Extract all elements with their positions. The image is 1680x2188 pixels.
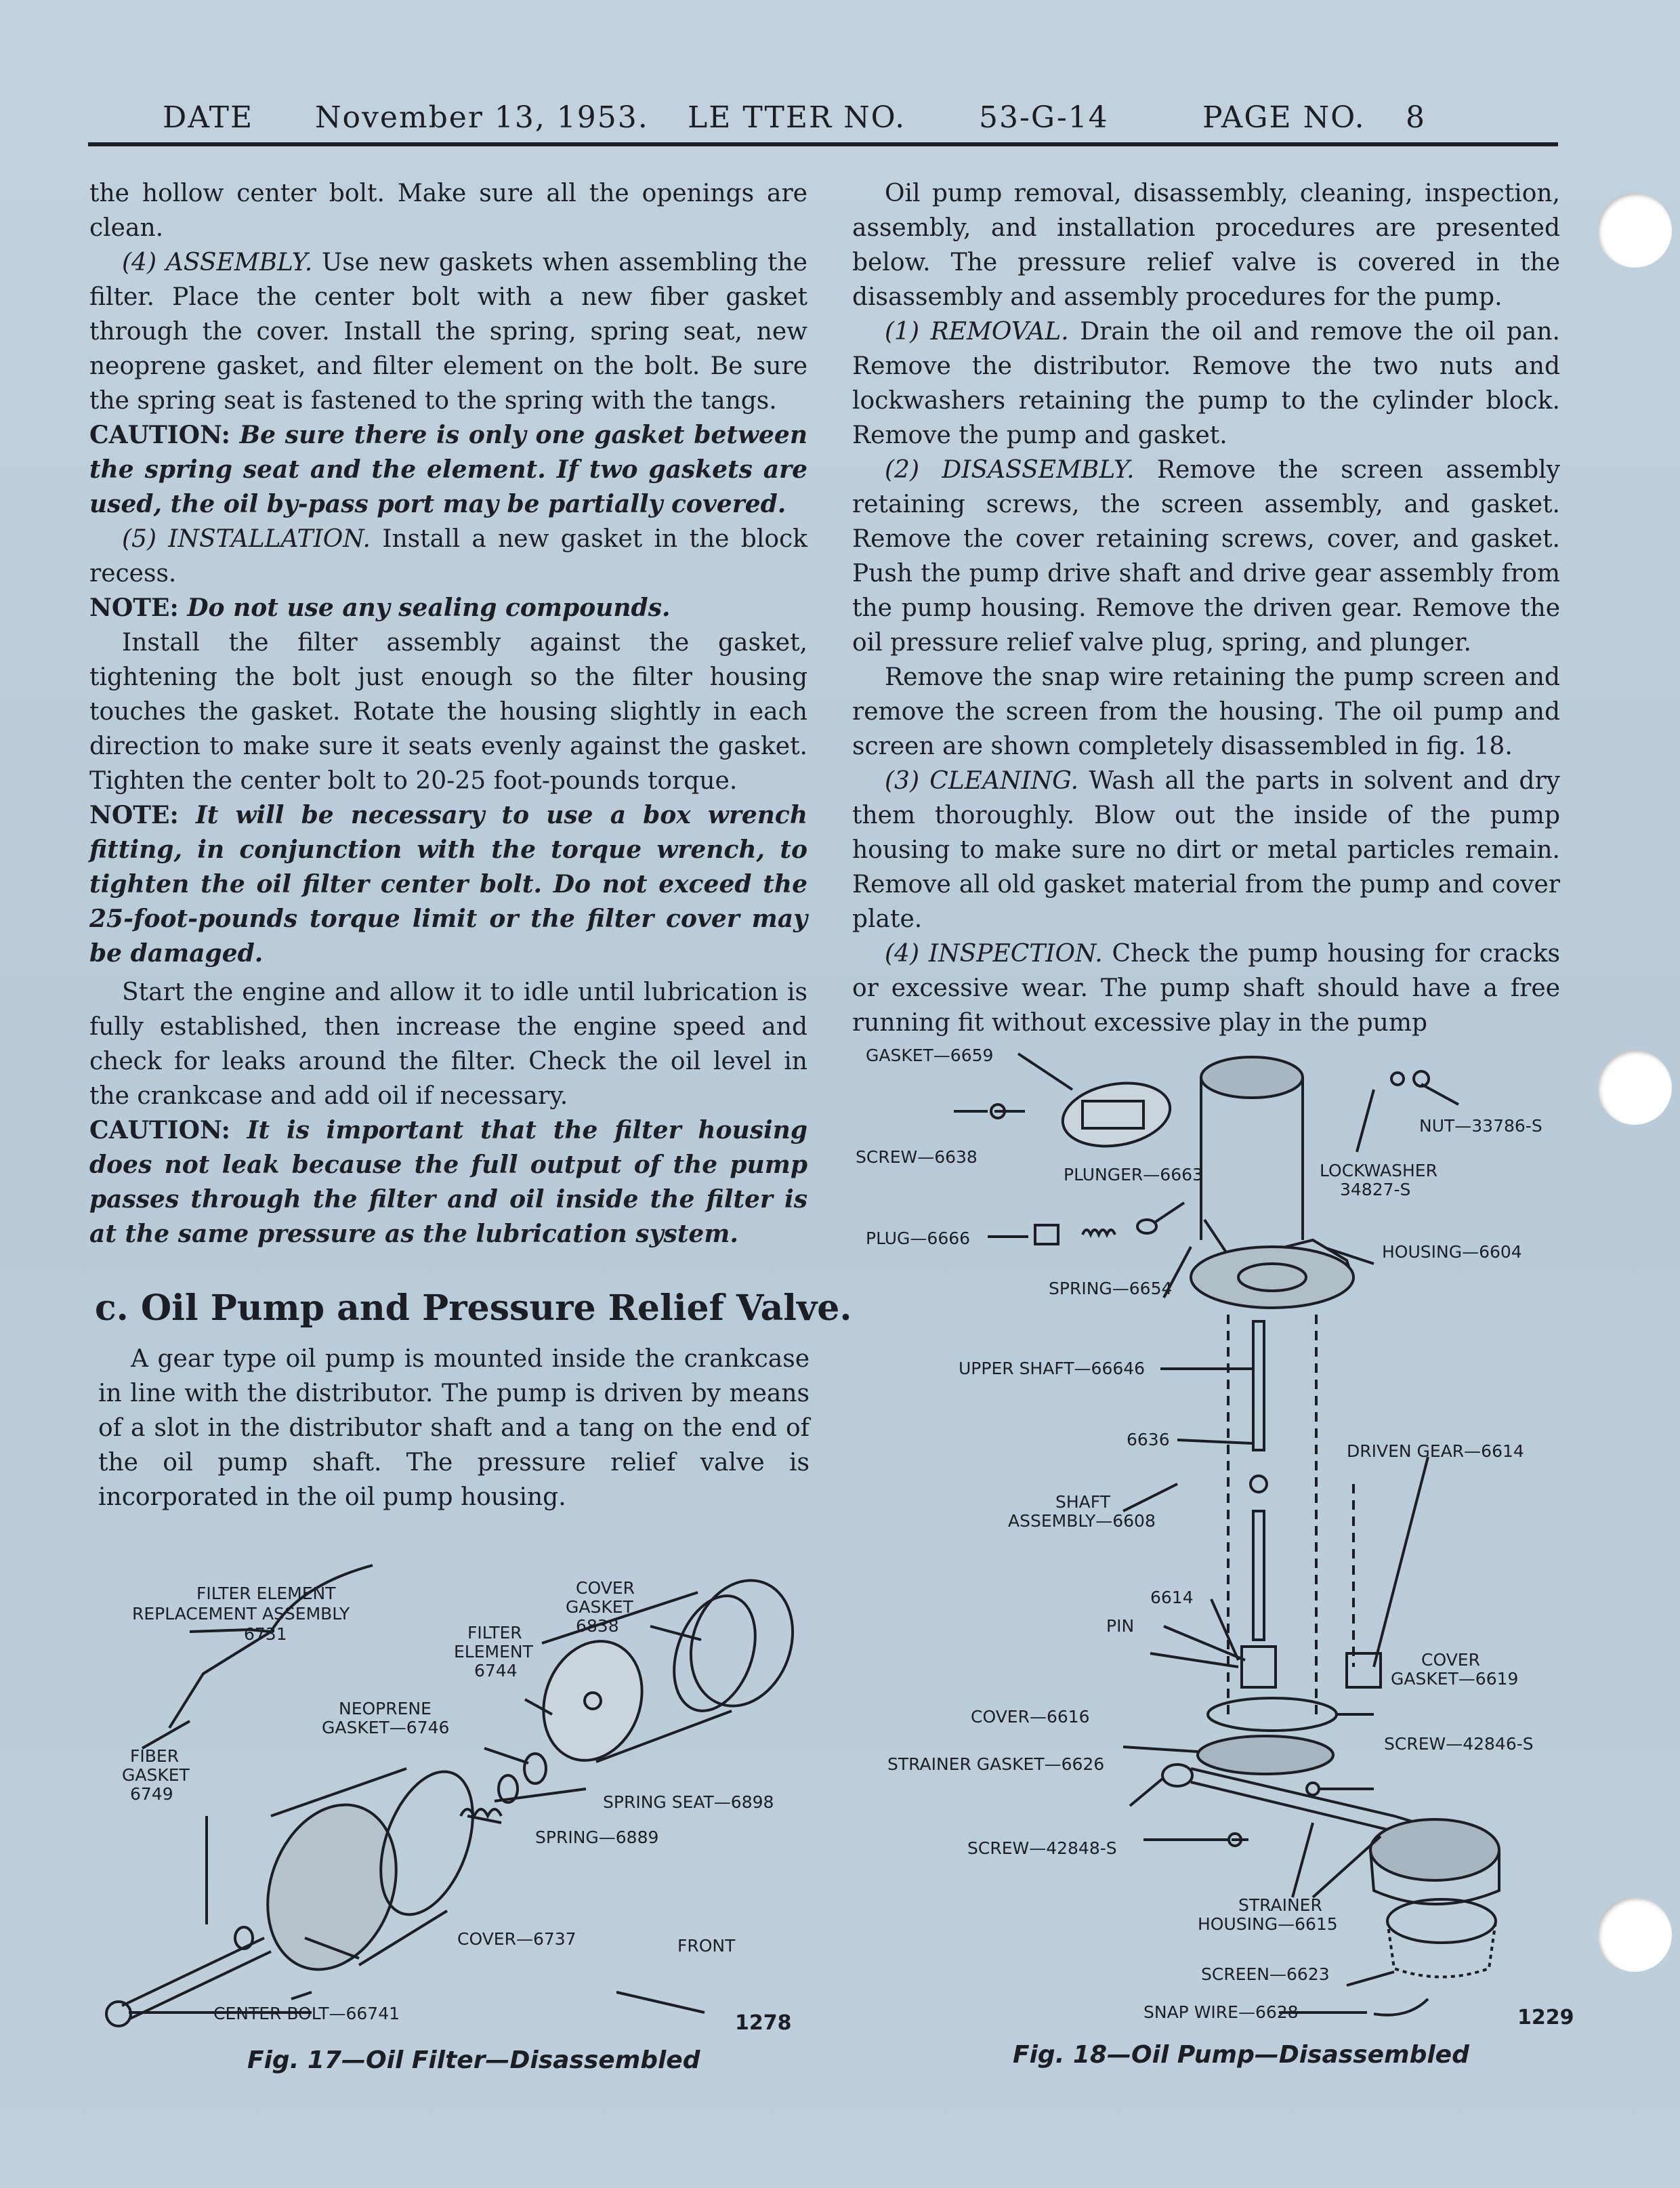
label-cover: COVER—6737: [457, 1929, 576, 1949]
right-inspection: (4) INSPECTION. Check the pump housing for cracks or excessive wear. The pump shaft should have a free running fit without excessive play in the pump: [852, 940, 1561, 1037]
label-shaft-1: SHAFT: [1055, 1492, 1110, 1512]
fig18-caption: Fig. 18—Oil Pump—Disassembled: [1013, 2041, 1469, 2069]
label-neoprene-2: GASKET—6746: [322, 1718, 450, 1737]
right-p1: Oil pump removal, disassembly, cleaning, inspection, assembly, and installation procedures are presented below. The pressure relief valve is covered in the disassembly and assembly procedures for the pump.: [852, 180, 1560, 311]
label-plug: PLUG—6666: [866, 1229, 971, 1248]
right-removal: (1) REMOVAL. Drain the oil and remove the oil pan. Remove the distributor. Remove the two nuts and lockwashers retaining the pump to the cylinder block. Remove the pump and gasket.: [852, 318, 1560, 449]
label-upper-shaft: UPPER SHAFT—66646: [959, 1359, 1146, 1378]
label-screw-42846: SCREW—42846-S: [1384, 1734, 1534, 1754]
letter-value: 53-G-14: [979, 100, 1109, 135]
label-gasket-6659: GASKET—6659: [866, 1046, 994, 1065]
label-strainer-1: STRAINER: [1238, 1895, 1322, 1915]
binder-hole-top: [1597, 193, 1672, 268]
letter-label: LE TTER NO.: [688, 100, 906, 135]
label-nut: NUT—33786-S: [1419, 1116, 1542, 1136]
fig17-oil-filter-diagram: [88, 1545, 826, 2040]
right-column: [852, 176, 1560, 1040]
label-6614: 6614: [1150, 1588, 1194, 1607]
label-strainer-gasket: STRAINER GASKET—6626: [887, 1754, 1105, 1774]
label-cover-gasket-2: GASKET—6619: [1391, 1669, 1519, 1689]
label-lockwasher-2: 34827-S: [1340, 1180, 1411, 1199]
label-6636: 6636: [1127, 1430, 1170, 1449]
label-fiber-1: FIBER: [130, 1746, 180, 1766]
label-plunger: PLUNGER—6663: [1064, 1165, 1203, 1184]
left-p6: A gear type oil pump is mounted inside the crankcase in line with the distributor. The pump is driven by means of a slot in the distributor shaft and a tang on the end of the oil pump shaft. The pressure relief valve is incorporated in the oil pump housing.: [98, 1345, 810, 1511]
date-label: DATE: [163, 100, 254, 135]
page-label: PAGE NO.: [1202, 100, 1366, 135]
label-shaft-2: ASSEMBLY—6608: [1008, 1511, 1156, 1531]
left-column: [89, 176, 807, 1252]
left-note-2: NOTE: It will be necessary to use a box wrench fitting, in conjunction with the torque wrench, to tighten the oil filter center bolt. Do not exceed the 25-foot-pounds torque limit or the filter cover may be damaged.: [89, 801, 807, 968]
binder-hole-middle: [1597, 1050, 1672, 1125]
label-cover-6616: COVER—6616: [971, 1707, 1090, 1727]
binder-hole-bottom: [1597, 1897, 1672, 1972]
cover-gasket-ring: [674, 1566, 810, 1720]
label-neoprene-1: NEOPRENE: [339, 1699, 432, 1718]
label-fiber-3: 6749: [130, 1784, 173, 1804]
right-cleaning: (3) CLEANING. Wash all the parts in solvent and dry them thoroughly. Blow out the inside of the pump housing to make sure no dirt or metal particles remain. Remove all old gasket material from the pump and cover plate.: [852, 767, 1560, 933]
label-pin: PIN: [1106, 1616, 1135, 1636]
label-snap-wire: SNAP WIRE—6628: [1143, 2002, 1299, 2022]
right-p4: Remove the snap wire retaining the pump screen and remove the screen from the housing. The oil pump and screen are shown completely disassembled in fig. 18.: [852, 663, 1560, 760]
left-caution-1: CAUTION: Be sure there is only one gasket between the spring seat and the element. If two gaskets are used, the oil by-pass port may be partially covered.: [89, 421, 807, 518]
label-front: FRONT: [677, 1936, 736, 1956]
left-assembly: (4) ASSEMBLY. Use new gaskets when assembling the filter. Place the center bolt with a new fiber gasket through the cover. Install the spring, spring seat, new neoprene gasket, and filter element on the bolt. Be sure the spring seat is fastened to the spring with the tangs.: [89, 249, 807, 415]
label-cover-gasket-1: COVER: [576, 1578, 635, 1598]
label-filter-element-2: REPLACEMENT ASSEMBLY: [132, 1604, 350, 1624]
left-installation: (5) INSTALLATION. Install a new gasket in the block recess.: [89, 525, 807, 587]
label-cover-gasket-2: GASKET: [566, 1597, 633, 1617]
fig18-oil-pump-diagram: [852, 1037, 1584, 2040]
label-spring-seat: SPRING SEAT—6898: [603, 1792, 774, 1812]
label-spring: SPRING—6889: [535, 1828, 659, 1847]
label-screw-6638: SCREW—6638: [856, 1147, 978, 1167]
left-p5: Start the engine and allow it to idle until lubrication is fully established, then increase the engine speed and check for leaks around the filter. Check the oil level in the crankcase and add oil if necessary.: [89, 978, 807, 1110]
page-header: [88, 95, 1558, 146]
page-value: 8: [1406, 100, 1426, 135]
label-housing: HOUSING—6604: [1382, 1242, 1522, 1262]
left-column-lower: [98, 1342, 810, 1514]
section-title: c. Oil Pump and Pressure Relief Valve.: [95, 1287, 852, 1329]
fig17-number: 1278: [735, 2011, 792, 2035]
fig18-number: 1229: [1517, 2006, 1574, 2029]
label-cover-gasket-3: 6838: [576, 1616, 619, 1636]
left-p1: the hollow center bolt. Make sure all the openings are clean.: [89, 180, 807, 242]
left-p4: Install the filter assembly against the gasket, tightening the bolt just enough so the filter housing touches the gasket. Rotate the housing slightly in each direction to make sure it seats evenly against the gasket. Tighten the center bolt to 20-25 foot-pounds torque.: [89, 629, 807, 795]
label-screen: SCREEN—6623: [1201, 1964, 1330, 1984]
label-driven-gear: DRIVEN GEAR—6614: [1347, 1441, 1524, 1461]
right-disassembly: (2) DISASSEMBLY. Remove the screen assembly retaining screws, the screen assembly, and gasket. Remove the cover retaining screws, cover, and gasket. Push the pump drive shaft and drive gear assembly from the pump housing. Remove the driven gear. Remove the oil pressure relief valve plug, spring, and plunger.: [852, 456, 1560, 657]
fig17-caption: Fig. 17—Oil Filter—Disassembled: [247, 2046, 700, 2074]
left-caution-2: CAUTION: It is important that the filter housing does not leak because the full output of the pump passes through the filter and oil inside the filter is at the same pressure as the lubrication system.: [89, 1116, 807, 1248]
label-filter-1: FILTER: [467, 1623, 522, 1643]
label-filter-2: ELEMENT: [454, 1642, 533, 1661]
label-fiber-2: GASKET: [122, 1765, 190, 1785]
label-strainer-2: HOUSING—6615: [1198, 1914, 1338, 1934]
left-note-1: NOTE: Do not use any sealing compounds.: [89, 594, 671, 622]
label-lockwasher-1: LOCKWASHER: [1320, 1161, 1437, 1180]
date-value: November 13, 1953.: [315, 100, 649, 135]
label-center-bolt: CENTER BOLT—66741: [213, 2004, 400, 2023]
label-cover-gasket-1: COVER: [1421, 1650, 1480, 1670]
label-filter-element-3: 6731: [244, 1624, 287, 1644]
label-spring-6654: SPRING—6654: [1049, 1279, 1173, 1298]
label-screw-42848: SCREW—42848-S: [967, 1838, 1117, 1858]
label-filter-element-1: FILTER ELEMENT: [196, 1584, 336, 1603]
label-filter-3: 6744: [474, 1661, 518, 1680]
